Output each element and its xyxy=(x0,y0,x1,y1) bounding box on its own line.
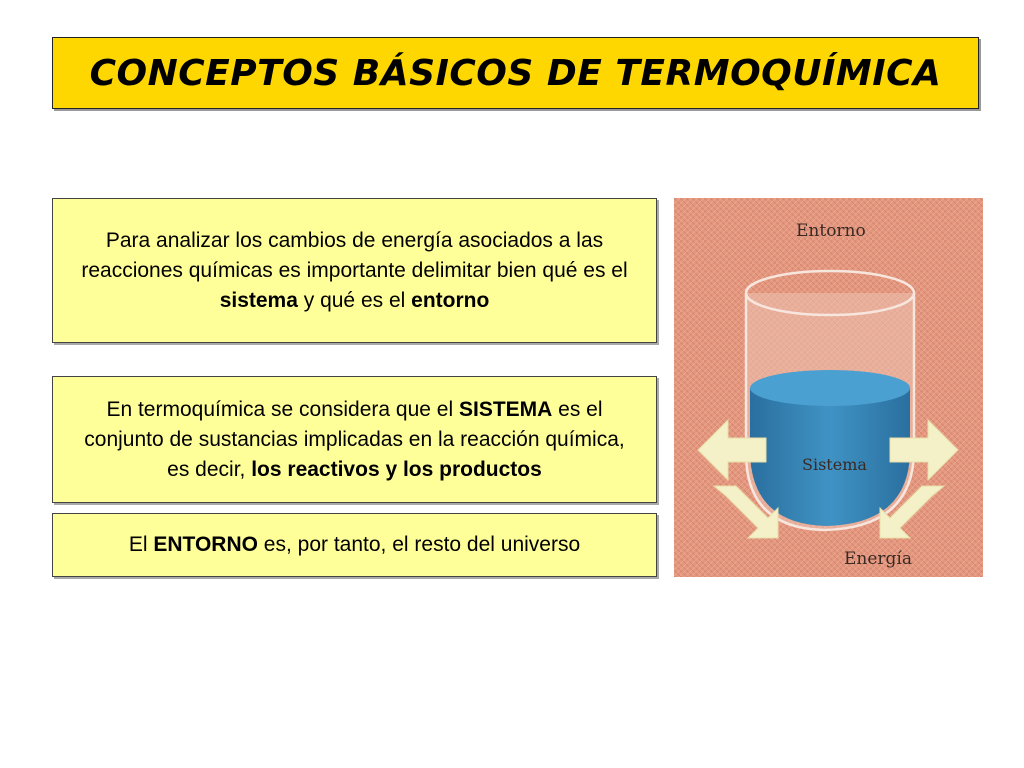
intro-paragraph xyxy=(65,226,644,316)
intro-text-b: y qué es el xyxy=(297,288,412,312)
entorno-paragraph xyxy=(129,530,580,560)
definition-box-entorno xyxy=(52,513,657,577)
intro-bold-entorno: entorno xyxy=(411,288,490,312)
definition-box-sistema xyxy=(52,376,657,503)
entorno-bold-keyword: ENTORNO xyxy=(153,533,258,556)
entorno-text-b: es, por tanto, el resto del universo xyxy=(257,533,581,556)
label-sistema: Sistema xyxy=(802,455,867,474)
intro-bold-sistema: sistema xyxy=(219,288,298,312)
sistema-paragraph xyxy=(73,395,636,485)
water-surface xyxy=(750,370,910,406)
label-energia: Energía xyxy=(844,549,912,569)
sistema-bold-keyword: SISTEMA xyxy=(458,397,553,421)
sistema-text-a: En termoquímica se considera que el xyxy=(106,397,459,421)
slide-title: CONCEPTOS BÁSICOS DE TERMOQUÍMICA xyxy=(89,52,942,94)
sistema-bold-reactivos: los reactivos y los productos xyxy=(251,457,542,481)
label-entorno: Entorno xyxy=(796,221,866,241)
definition-box-intro xyxy=(52,198,657,343)
entorno-text-a: El xyxy=(128,533,154,556)
intro-text-a: Para analizar los cambios de energía asociados a las reacciones químicas es importante delimitar bien qué es el xyxy=(81,228,628,282)
sistema-text-b: es el conjunto de sustancias implicadas en la reacción química, es decir, xyxy=(84,397,625,481)
title-banner xyxy=(52,37,979,109)
beaker-diagram xyxy=(674,198,983,577)
system-surroundings-illustration xyxy=(674,198,983,577)
